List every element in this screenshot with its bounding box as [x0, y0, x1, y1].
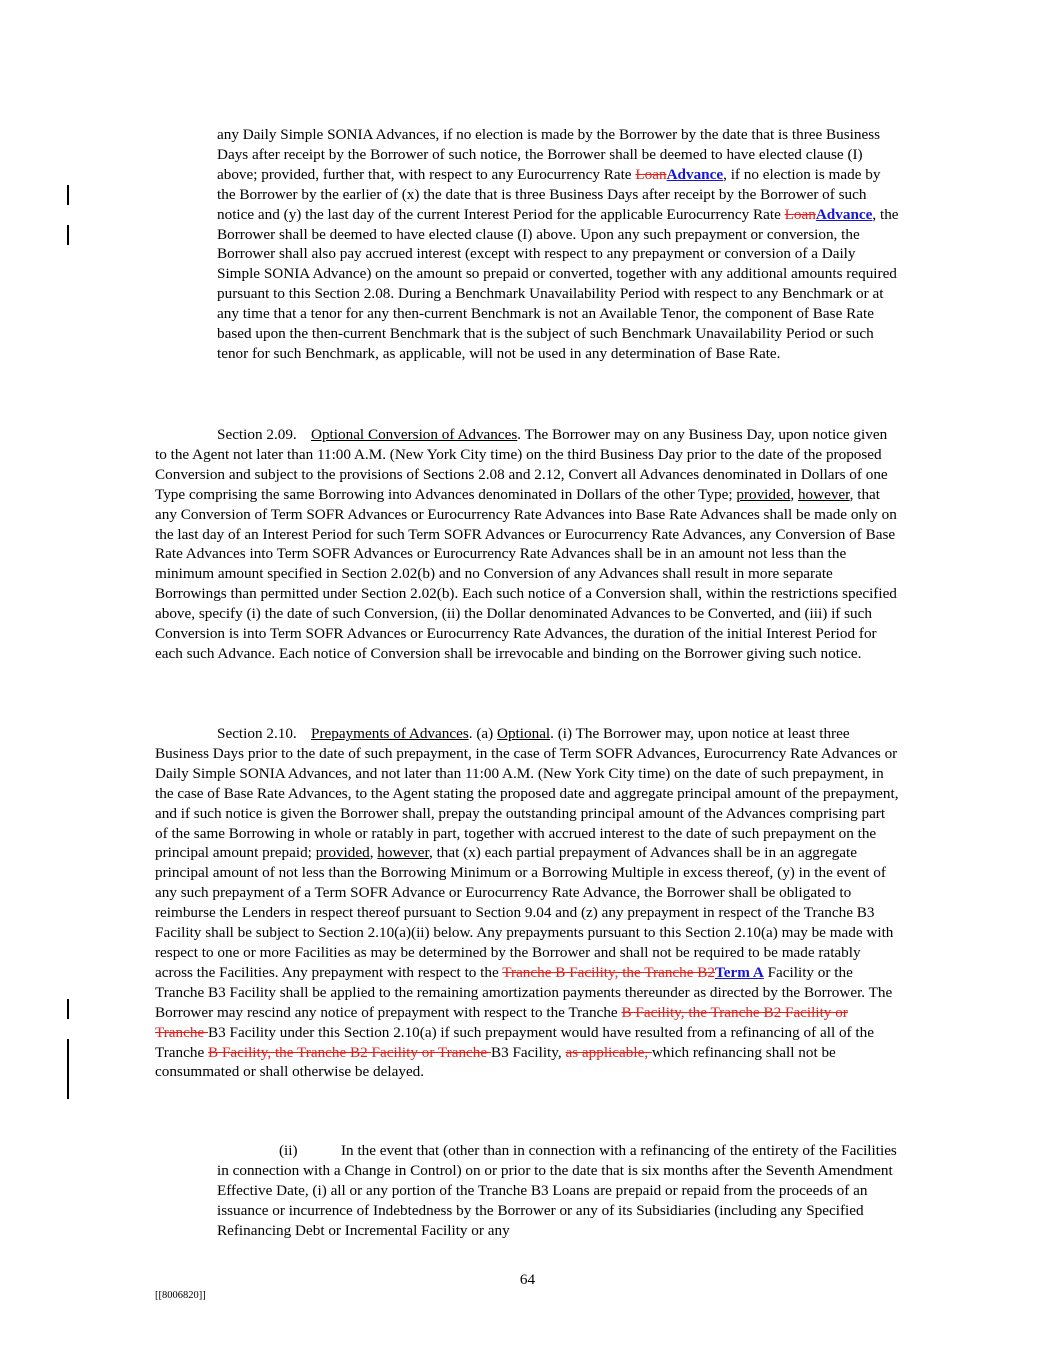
inserted-text: Advance — [815, 205, 873, 223]
paragraph-text — [155, 725, 899, 1080]
text-run: which refinancing shall not be consummated or shall otherwise be delayed. — [155, 1043, 836, 1081]
paragraph-continuation — [217, 125, 899, 364]
clause-ii-paragraph — [217, 1141, 899, 1241]
text-run: . (a) — [468, 725, 497, 742]
text-run: , that (x) each partial prepayment of Advances shall be in an aggregate principal amount of not less than the Borrowing Minimum or a Borrowing Multiple in excess thereof, (y) in the event of any such prepayment of a Term SOFR Advance or Eurocurrency Rate Advance, the Borrower shall be obligated to reimburse the Lenders in respect thereof pursuant to Section 9.04 and (z) any prepayment in respect of the Tranche B3 Facility shall be subject to Section 2.10(a)(ii) below. Any prepayments pursuant to this Section 2.10(a) may be made with respect to one or more Facilities as may be determined by the Borrower and shall not be required to be made ratably across the Facilities. Any prepayment with respect to the — [155, 844, 894, 981]
text-run: , — [790, 485, 798, 503]
deleted-text: Tranche B Facility, the Tranche B2 — [502, 963, 716, 981]
change-bar — [67, 999, 69, 1019]
text-run: , if no election is made by the Borrower by the earlier of (x) the date that is three Business Days after receipt by the Borrower of such notice and (y) the last day of the current Interest Period for the applicable Eurocurrency Rate — [217, 165, 881, 223]
section-number: Section 2.09. — [217, 426, 297, 443]
underlined-text: provided — [736, 485, 791, 503]
text-run: B3 Facility, — [490, 1043, 566, 1061]
underlined-text: provided — [315, 844, 370, 862]
deleted-text: Loan — [784, 205, 816, 223]
text-run: In the event that (other than in connection with a refinancing of the entirety of the Facilities in connection with a Change in Control) on or prior to the date that is six months after the Seventh Amendment Effective Date, (i) all or any portion of the Tranche B3 Loans are prepaid or repaid from the proceeds of an issuance or incurrence of Indebtedness by the Borrower or any of its Subsidiaries (including any Specified Refinancing Debt or Incremental Facility or any — [217, 1142, 897, 1239]
deleted-text: as applicable, — [565, 1043, 652, 1061]
clause-label: (ii) — [279, 1142, 298, 1159]
page-number: 64 — [519, 1271, 536, 1288]
text-run: Facility or the Tranche B3 Facility shall be applied to the remaining amortization payments thereunder as directed by the Borrower. The Borrower may rescind any notice of prepayment with respect to the Tranche — [155, 963, 893, 1021]
underlined-text: Optional — [497, 725, 551, 742]
section-2-10-paragraph — [155, 724, 899, 1082]
paragraph-text — [217, 126, 899, 362]
text-run: , the Borrower shall be deemed to have elected clause (I) above. Upon any such prepayment or conversion, the Borrower shall also pay accrued interest (except with respect to any prepayment or conversion of a Daily Simple SONIA Advance) on the amount so prepaid or converted, together with any additional amounts required pursuant to this Section 2.08. During a Benchmark Unavailability Period with respect to any Benchmark or at any time that a tenor for any then-current Benchmark is not an Available Tenor, the component of Base Rate based upon the then-current Benchmark that is the subject of such Benchmark Unavailability Period or such tenor for such Benchmark, as applicable, will not be used in any determination of Base Rate. — [217, 205, 899, 362]
text-run: B3 Facility under this Section 2.10(a) if such prepayment would have resulted from a refinancing of all of the Tranche — [155, 1023, 874, 1061]
underlined-text: Prepayments of Advances — [311, 725, 469, 742]
deleted-text: B Facility, the Tranche B2 Facility or Tranche — [208, 1043, 491, 1061]
inserted-text: Term A — [715, 963, 764, 981]
text-run: . (i) The Borrower may, upon notice at least three Business Days prior to the date of such prepayment, in the case of Term SOFR Advances, Eurocurrency Rate Advances or Daily Simple SONIA Advances, and not later than 11:00 A.M. (New York City time) on the date of such prepayment, in the case of Base Rate Advances, to the Agent stating the proposed date and aggregate principal amount of the prepayment, and if such notice is given the Borrower shall, prepay the outstanding principal amount of the Advances comprising part of the same Borrowing in whole or ratably in part, together with accrued interest to the date of such prepayment on the principal amount prepaid; — [155, 725, 899, 862]
text-run: . The Borrower may on any Business Day, upon notice given to the Agent not later than 11:00 A.M. (New York City time) on the third Business Day prior to the date of the proposed Conversion and subject to the provisions of Sections 2.08 and 2.12, Convert all Advances denominated in Dollars of one Type comprising the same Borrowing into Advances denominated in Dollars of the other Type; — [155, 426, 888, 503]
section-number: Section 2.10. — [217, 725, 297, 742]
change-bar — [67, 1039, 69, 1099]
deleted-text: B Facility, the Tranche B2 Facility or Tranche — [155, 1003, 848, 1041]
change-bar — [67, 185, 69, 205]
underlined-text: however — [377, 844, 429, 862]
underlined-text: Optional Conversion of Advances — [311, 426, 518, 443]
deleted-text: Loan — [635, 165, 667, 183]
section-2-09-paragraph — [155, 425, 899, 664]
text-run: , — [369, 844, 378, 862]
paragraph-text — [155, 426, 897, 662]
text-run: any Daily Simple SONIA Advances, if no election is made by the Borrower by the date that is three Business Days after receipt by the Borrower of such notice, the Borrower shall be deemed to have elected clause (I) above; provided, further that, with respect to any Eurocurrency Rate — [217, 126, 881, 183]
inserted-text: Advance — [666, 165, 724, 183]
text-run: , that any Conversion of Term SOFR Advances or Eurocurrency Rate Advances into Base Rate Advances shall be made only on the last day of an Interest Period for such Term SOFR Advances or Eurocurrency Rate Advances, any Conversion of Base Rate Advances into Term SOFR Advances or Eurocurrency Rate Advances shall be in an amount not less than the minimum amount specified in Section 2.02(b) and no Conversion of any Advances shall result in more separate Borrowings than permitted under Section 2.02(b). Each such notice of a Conversion shall, within the restrictions specified above, specify (i) the date of such Conversion, (ii) the Dollar denominated Advances to be Converted, and (iii) if such Conversion is into Term SOFR Advances or Eurocurrency Rate Advances, the duration of the initial Interest Period for each such Advance. Each notice of Conversion shall be irrevocable and binding on the Borrower giving such notice. — [155, 485, 897, 662]
document-id: [[8006820]] — [155, 1290, 206, 1301]
change-bar — [67, 225, 69, 245]
underlined-text: however — [797, 485, 850, 503]
